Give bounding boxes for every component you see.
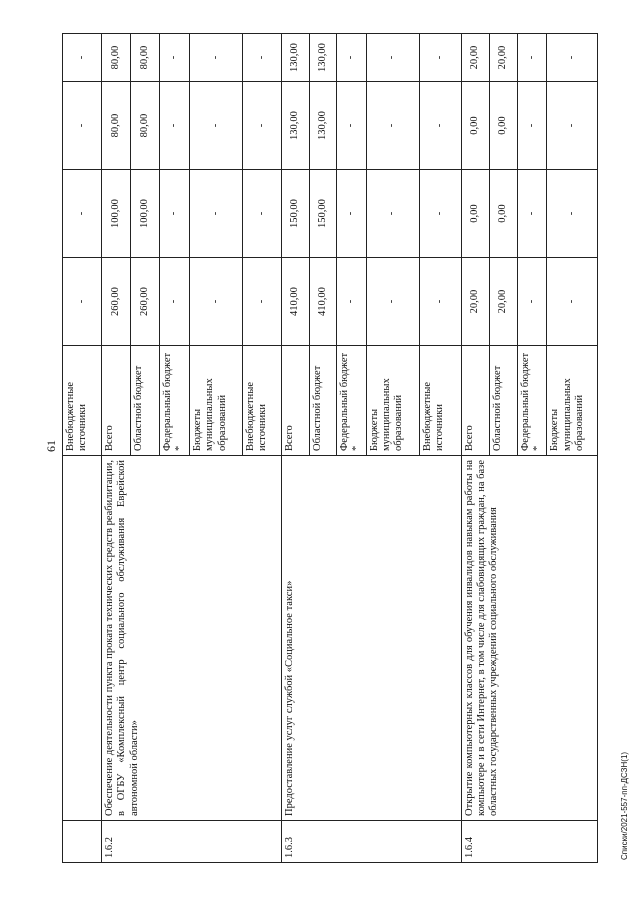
value-cell: 0,00 bbox=[461, 170, 489, 258]
value-cell: - bbox=[517, 170, 547, 258]
table-row bbox=[461, 34, 489, 863]
value-cell: - bbox=[336, 170, 366, 258]
value-cell: - bbox=[517, 82, 547, 170]
value-cell: 130,00 bbox=[309, 34, 336, 82]
value-cell: - bbox=[242, 258, 281, 346]
financing-table bbox=[62, 33, 598, 863]
index-cell bbox=[63, 821, 102, 863]
value-cell: 0,00 bbox=[461, 82, 489, 170]
value-cell: - bbox=[517, 258, 547, 346]
value-cell: - bbox=[63, 34, 102, 82]
value-cell: - bbox=[419, 82, 461, 170]
source-cell: Федеральный бюджет * bbox=[160, 346, 190, 456]
source-cell: Бюджеты муниципальных образований bbox=[547, 346, 598, 456]
value-cell: - bbox=[336, 258, 366, 346]
section-description: Открытие компьютерных классов для обучения инвалидов навыкам работы на компьютере и в сети Интернет, в том числе для слабовидящих граждан, на базе областных государственных учреждений социального обслуживания bbox=[461, 456, 598, 821]
value-cell: 100,00 bbox=[131, 170, 160, 258]
value-cell: - bbox=[160, 170, 190, 258]
value-cell: - bbox=[63, 170, 102, 258]
source-cell: Областной бюджет bbox=[131, 346, 160, 456]
value-cell: - bbox=[419, 34, 461, 82]
value-cell: - bbox=[336, 34, 366, 82]
value-cell: 0,00 bbox=[489, 170, 517, 258]
source-cell: Всего bbox=[461, 346, 489, 456]
value-cell: - bbox=[160, 34, 190, 82]
section-index: 1.6.4 bbox=[461, 821, 598, 863]
value-cell: 260,00 bbox=[131, 258, 160, 346]
value-cell: 260,00 bbox=[102, 258, 131, 346]
value-cell: 130,00 bbox=[281, 82, 309, 170]
section-index: 1.6.2 bbox=[102, 821, 282, 863]
value-cell: 20,00 bbox=[461, 34, 489, 82]
value-cell: - bbox=[366, 258, 419, 346]
table-row bbox=[102, 34, 131, 863]
value-cell: 410,00 bbox=[309, 258, 336, 346]
value-cell: 100,00 bbox=[102, 170, 131, 258]
source-cell: Областной бюджет bbox=[309, 346, 336, 456]
section-index: 1.6.3 bbox=[281, 821, 461, 863]
value-cell: 80,00 bbox=[131, 82, 160, 170]
footer-code: Списки/2021-557-пп-ДСЗН(1) bbox=[620, 751, 629, 860]
value-cell: - bbox=[63, 258, 102, 346]
rotated-table-container bbox=[62, 34, 587, 863]
value-cell: - bbox=[242, 34, 281, 82]
value-cell: 0,00 bbox=[489, 82, 517, 170]
table-row bbox=[63, 34, 102, 863]
value-cell: - bbox=[547, 170, 598, 258]
source-cell: Бюджеты муниципальных образований bbox=[366, 346, 419, 456]
value-cell: - bbox=[189, 34, 242, 82]
value-cell: 20,00 bbox=[461, 258, 489, 346]
table-row bbox=[281, 34, 309, 863]
value-cell: 410,00 bbox=[281, 258, 309, 346]
value-cell: - bbox=[242, 82, 281, 170]
source-cell: Всего bbox=[281, 346, 309, 456]
value-cell: - bbox=[547, 82, 598, 170]
value-cell: - bbox=[160, 258, 190, 346]
value-cell: 150,00 bbox=[281, 170, 309, 258]
value-cell: 20,00 bbox=[489, 34, 517, 82]
value-cell: 80,00 bbox=[102, 34, 131, 82]
value-cell: - bbox=[63, 82, 102, 170]
section-description: Обеспечение деятельности пункта проката технических средств реабилитации, в ОГБУ «Комплексный центр социального обслуживания Еврейской автономной области» bbox=[102, 456, 282, 821]
value-cell: - bbox=[419, 170, 461, 258]
value-cell: - bbox=[419, 258, 461, 346]
value-cell: 130,00 bbox=[309, 82, 336, 170]
value-cell: 80,00 bbox=[102, 82, 131, 170]
value-cell: 130,00 bbox=[281, 34, 309, 82]
source-cell: Внебюджетные источники bbox=[242, 346, 281, 456]
value-cell: - bbox=[366, 170, 419, 258]
value-cell: 80,00 bbox=[131, 34, 160, 82]
value-cell: - bbox=[189, 82, 242, 170]
source-cell: Федеральный бюджет * bbox=[336, 346, 366, 456]
value-cell: - bbox=[189, 170, 242, 258]
source-cell: Федеральный бюджет * bbox=[517, 346, 547, 456]
value-cell: - bbox=[517, 34, 547, 82]
value-cell: - bbox=[160, 82, 190, 170]
source-cell: Всего bbox=[102, 346, 131, 456]
value-cell: 150,00 bbox=[309, 170, 336, 258]
source-cell: Внебюджетные источники bbox=[419, 346, 461, 456]
value-cell: - bbox=[547, 258, 598, 346]
source-cell: Внебюджетные источники bbox=[63, 346, 102, 456]
value-cell: - bbox=[189, 258, 242, 346]
source-cell: Бюджеты муниципальных образований bbox=[189, 346, 242, 456]
value-cell: - bbox=[336, 82, 366, 170]
value-cell: - bbox=[366, 34, 419, 82]
value-cell: - bbox=[547, 34, 598, 82]
value-cell: - bbox=[366, 82, 419, 170]
table-body bbox=[63, 34, 598, 863]
value-cell: - bbox=[242, 170, 281, 258]
page-number: 61 bbox=[44, 440, 58, 452]
section-description: Предоставление услуг службой «Социальное такси» bbox=[281, 456, 461, 821]
description-cell bbox=[63, 456, 102, 821]
value-cell: 20,00 bbox=[489, 258, 517, 346]
source-cell: Областной бюджет bbox=[489, 346, 517, 456]
